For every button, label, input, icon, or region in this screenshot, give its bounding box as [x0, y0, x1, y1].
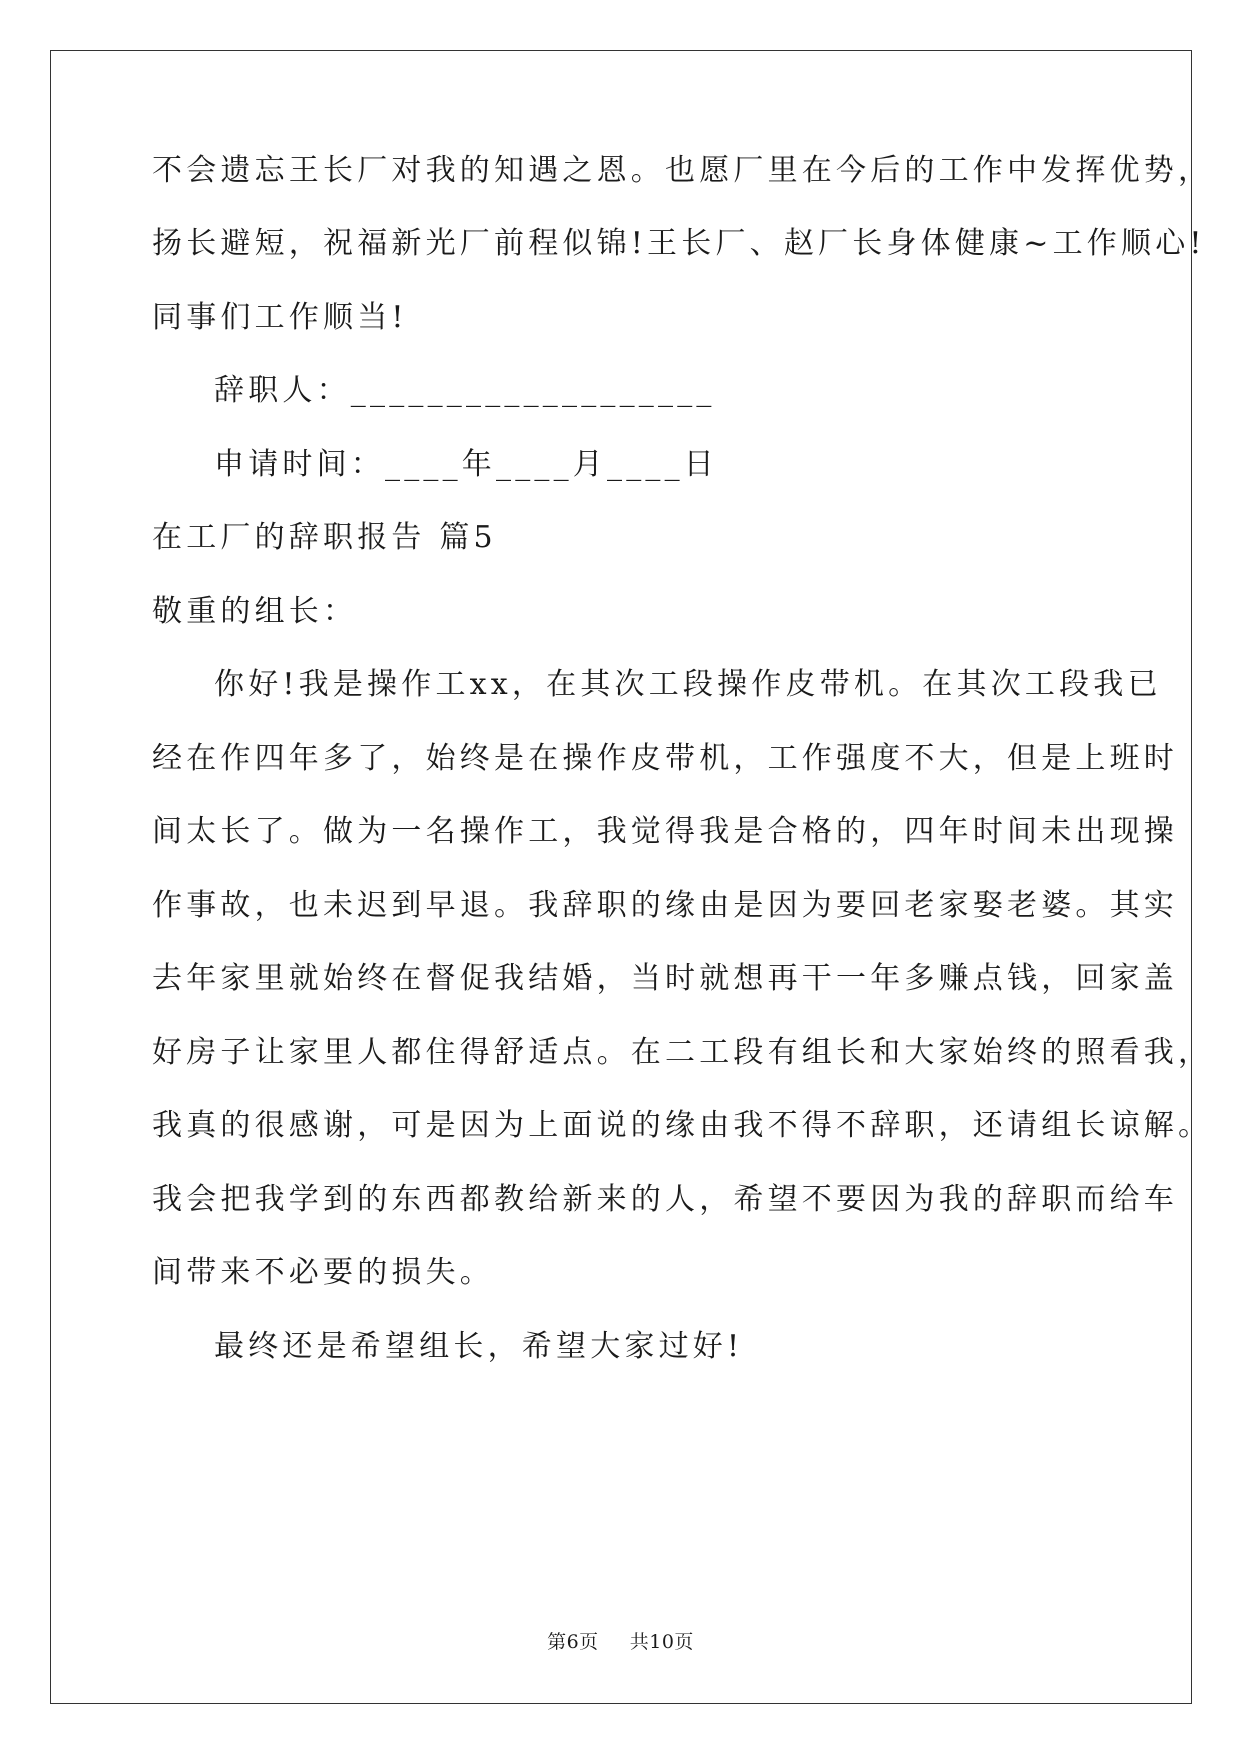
salutation: 敬重的组长： — [152, 594, 358, 629]
body-line: 扬长避短，祝福新光厂前程似锦!王长厂、赵厂长身体健康~工作顺心! — [152, 226, 1206, 261]
body-line: 我会把我学到的东西都教给新来的人，希望不要因为我的辞职而给车 — [152, 1182, 1178, 1217]
section-heading: 在工厂的辞职报告 篇5 — [152, 520, 497, 555]
body-line: 间太长了。做为一名操作工，我觉得我是合格的，四年时间未出现操 — [152, 814, 1178, 849]
signature-line: 辞职人：___________________ — [214, 373, 716, 408]
page-footer — [0, 1627, 1241, 1654]
page-number: 第6页 — [547, 1631, 599, 1653]
body-line: 间带来不必要的损失。 — [152, 1255, 494, 1290]
body-line: 同事们工作顺当! — [152, 300, 408, 335]
body-line: 我真的很感谢，可是因为上面说的缘由我不得不辞职，还请组长谅解。 — [152, 1108, 1213, 1143]
body-line: 去年家里就始终在督促我结婚，当时就想再干一年多赚点钱，回家盖 — [152, 961, 1178, 996]
body-line: 你好!我是操作工xx，在其次工段操作皮带机。在其次工段我已 — [214, 667, 1162, 702]
body-line: 作事故，也未迟到早退。我辞职的缘由是因为要回老家娶老婆。其实 — [152, 888, 1178, 923]
body-line: 不会遗忘王长厂对我的知遇之恩。也愿厂里在今后的工作中发挥优势， — [152, 153, 1213, 188]
closing-line: 最终还是希望组长，希望大家过好! — [214, 1329, 744, 1364]
body-line: 经在作四年多了，始终是在操作皮带机，工作强度不大，但是上班时 — [152, 741, 1178, 776]
body-line: 好房子让家里人都住得舒适点。在二工段有组长和大家始终的照看我， — [152, 1035, 1213, 1070]
date-line: 申请时间：____年____月____日 — [214, 447, 718, 482]
page-total: 共10页 — [629, 1631, 694, 1653]
